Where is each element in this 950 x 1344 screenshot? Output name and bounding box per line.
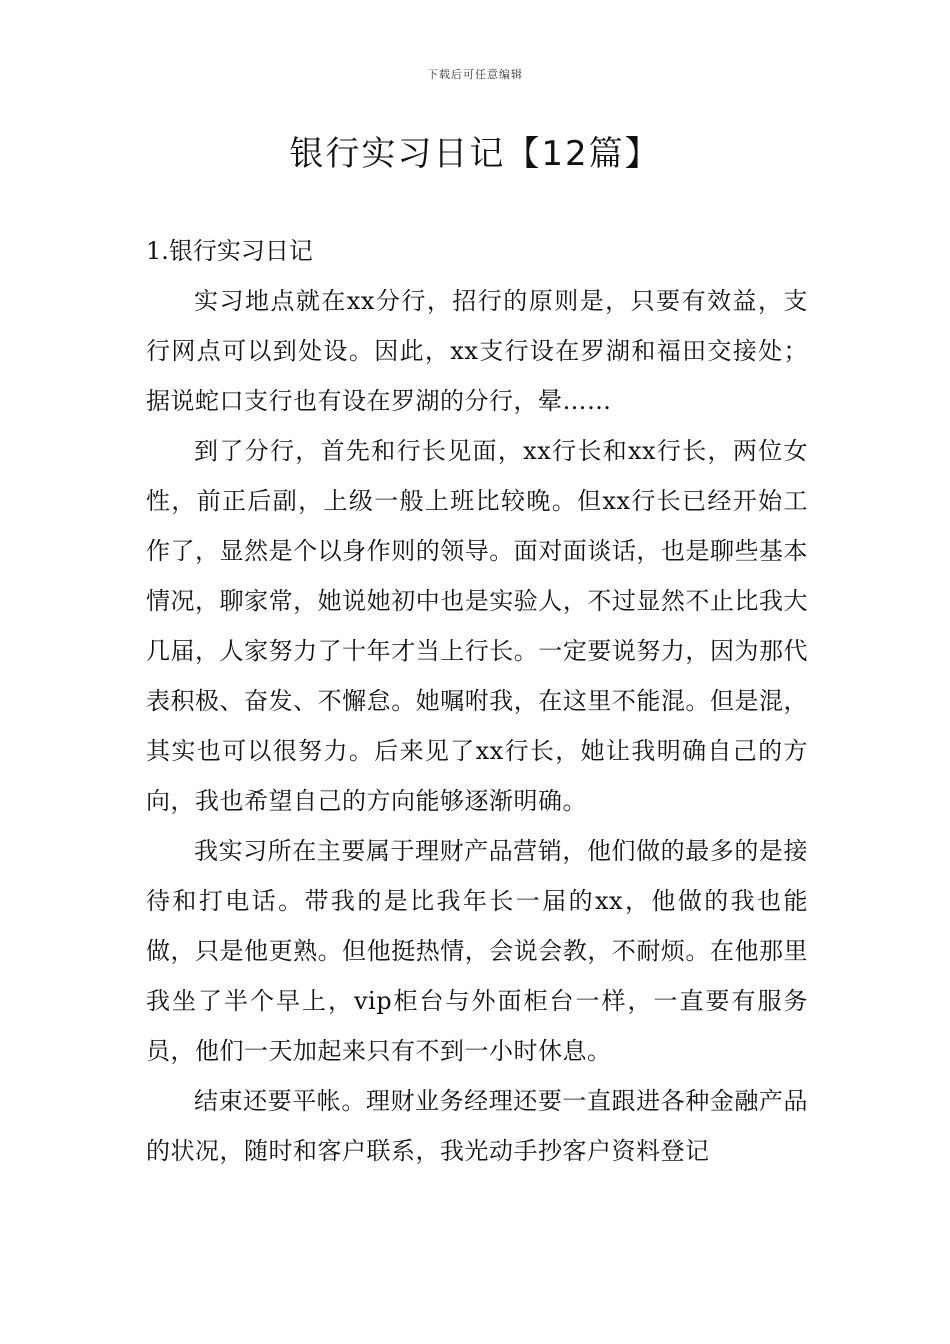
paragraph-4: 结束还要平帐。理财业务经理还要一直跟进各种金融产品的状况，随时和客户联系，我光动手抄客户资料登记 bbox=[146, 1087, 808, 1165]
paragraph-3: 我实习所在主要属于理财产品营销，他们做的最多的是接待和打电话。带我的是比我年长一届的xx，他做的我也能做，只是他更熟。但他挺热情，会说会教，不耐烦。在他那里我坐了半个早上，vip柜台与外面柜台一样，一直要有服务员，他们一天加起来只有不到一小时休息。 bbox=[146, 837, 808, 1065]
header-note: 下载后可任意编辑 bbox=[427, 68, 523, 81]
paragraph-1: 实习地点就在xx分行，招行的原则是，只要有效益，支行网点可以到处设。因此，xx支行设在罗湖和福田交接处；据说蛇口支行也有设在罗湖的分行，晕…… bbox=[146, 287, 808, 415]
section-heading: 1.银行实习日记 bbox=[146, 237, 313, 265]
document-body bbox=[146, 226, 808, 1176]
paragraph-2: 到了分行，首先和行长见面，xx行长和xx行长，两位女性，前正后副，上级一般上班比较晚。但xx行长已经开始工作了，显然是个以身作则的领导。面对面谈话，也是聊些基本情况，聊家常，她说她初中也是实验人，不过显然不止比我大几届，人家努力了十年才当上行长。一定要说努力，因为那代表积极、奋发、不懈怠。她嘱咐我，在这里不能混。但是混，其实也可以很努力。后来见了xx行长，她让我明确自己的方向，我也希望自己的方向能够逐渐明确。 bbox=[146, 437, 808, 815]
document-title: 银行实习日记【12篇】 bbox=[289, 134, 661, 174]
